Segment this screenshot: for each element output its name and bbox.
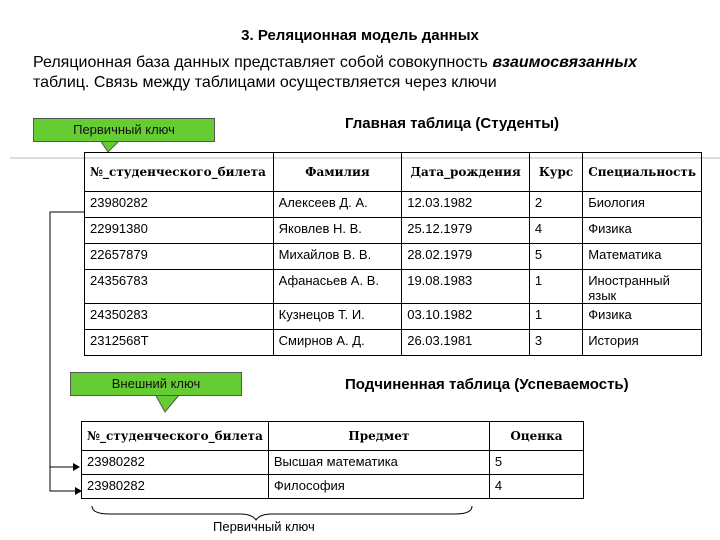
grades-col-subject: Предмет [268, 422, 489, 451]
grades-table [81, 421, 584, 499]
students-col-id: №_студенческого_билета [85, 153, 274, 192]
table-row [82, 475, 584, 499]
cell: 4 [529, 218, 582, 244]
students-col-birthdate: Дата_рождения [402, 153, 530, 192]
fk-callout-tail [155, 394, 180, 412]
cell: 26.03.1981 [402, 330, 530, 356]
primary-key-callout: Первичный ключ [33, 118, 215, 142]
cell: 25.12.1979 [402, 218, 530, 244]
cell: Иностранный язык [583, 270, 702, 304]
grades-col-id: №_студенческого_билета [82, 422, 269, 451]
cell: 24350283 [85, 304, 274, 330]
cell: 03.10.1982 [402, 304, 530, 330]
cell: 23980282 [85, 192, 274, 218]
cell: Физика [583, 218, 702, 244]
table-row [85, 244, 702, 270]
students-col-course: Курс [529, 153, 582, 192]
cell: 2 [529, 192, 582, 218]
sub-table-caption: Подчиненная таблица (Успеваемость) [345, 376, 629, 393]
cell: 4 [489, 475, 583, 499]
cell: Яковлев Н. В. [273, 218, 402, 244]
cell: История [583, 330, 702, 356]
table-row [82, 451, 584, 475]
cell: Математика [583, 244, 702, 270]
cell: 22991380 [85, 218, 274, 244]
cell: 24356783 [85, 270, 274, 304]
cell: 28.02.1979 [402, 244, 530, 270]
students-header-row [85, 153, 702, 192]
cell: Физика [583, 304, 702, 330]
cell: Смирнов А. Д. [273, 330, 402, 356]
cell: 1 [529, 304, 582, 330]
table-row [85, 304, 702, 330]
students-col-specialty: Специальность [583, 153, 702, 192]
slide-title: 3. Реляционная модель данных [241, 27, 479, 44]
cell: 23980282 [82, 451, 269, 475]
cell: 19.08.1983 [402, 270, 530, 304]
foreign-key-callout: Внешний ключ [70, 372, 242, 396]
table-row [85, 330, 702, 356]
grades-col-grade: Оценка [489, 422, 583, 451]
bottom-brace [92, 506, 472, 520]
cell: 22657879 [85, 244, 274, 270]
cell: 23980282 [82, 475, 269, 499]
cell: Кузнецов Т. И. [273, 304, 402, 330]
cell: 3 [529, 330, 582, 356]
relation-line [50, 212, 84, 491]
main-table-caption: Главная таблица (Студенты) [345, 115, 560, 132]
cell: Алексеев Д. А. [273, 192, 402, 218]
students-col-surname: Фамилия [273, 153, 402, 192]
cell: Михайлов В. В. [273, 244, 402, 270]
cell: Биология [583, 192, 702, 218]
grades-header-row [82, 422, 584, 451]
intro-part1: Реляционная база данных представляет собой совокупность [33, 54, 488, 71]
cell: 5 [489, 451, 583, 475]
cell: 12.03.1982 [402, 192, 530, 218]
intro-part2: таблиц. Связь между таблицами осуществляется через ключи [33, 74, 497, 91]
intro-emphasis: взаимосвязанных [492, 54, 637, 71]
cell: Высшая математика [268, 451, 489, 475]
arrow-head-1 [73, 463, 80, 471]
cell: 5 [529, 244, 582, 270]
cell: Философия [268, 475, 489, 499]
cell: Афанасьев А. В. [273, 270, 402, 304]
table-row [85, 218, 702, 244]
cell: 1 [529, 270, 582, 304]
table-row [85, 270, 702, 304]
bottom-primary-key-label: Первичный ключ [213, 519, 315, 534]
cell: 2312568Т [85, 330, 274, 356]
table-row [85, 192, 702, 218]
students-table [84, 152, 702, 356]
